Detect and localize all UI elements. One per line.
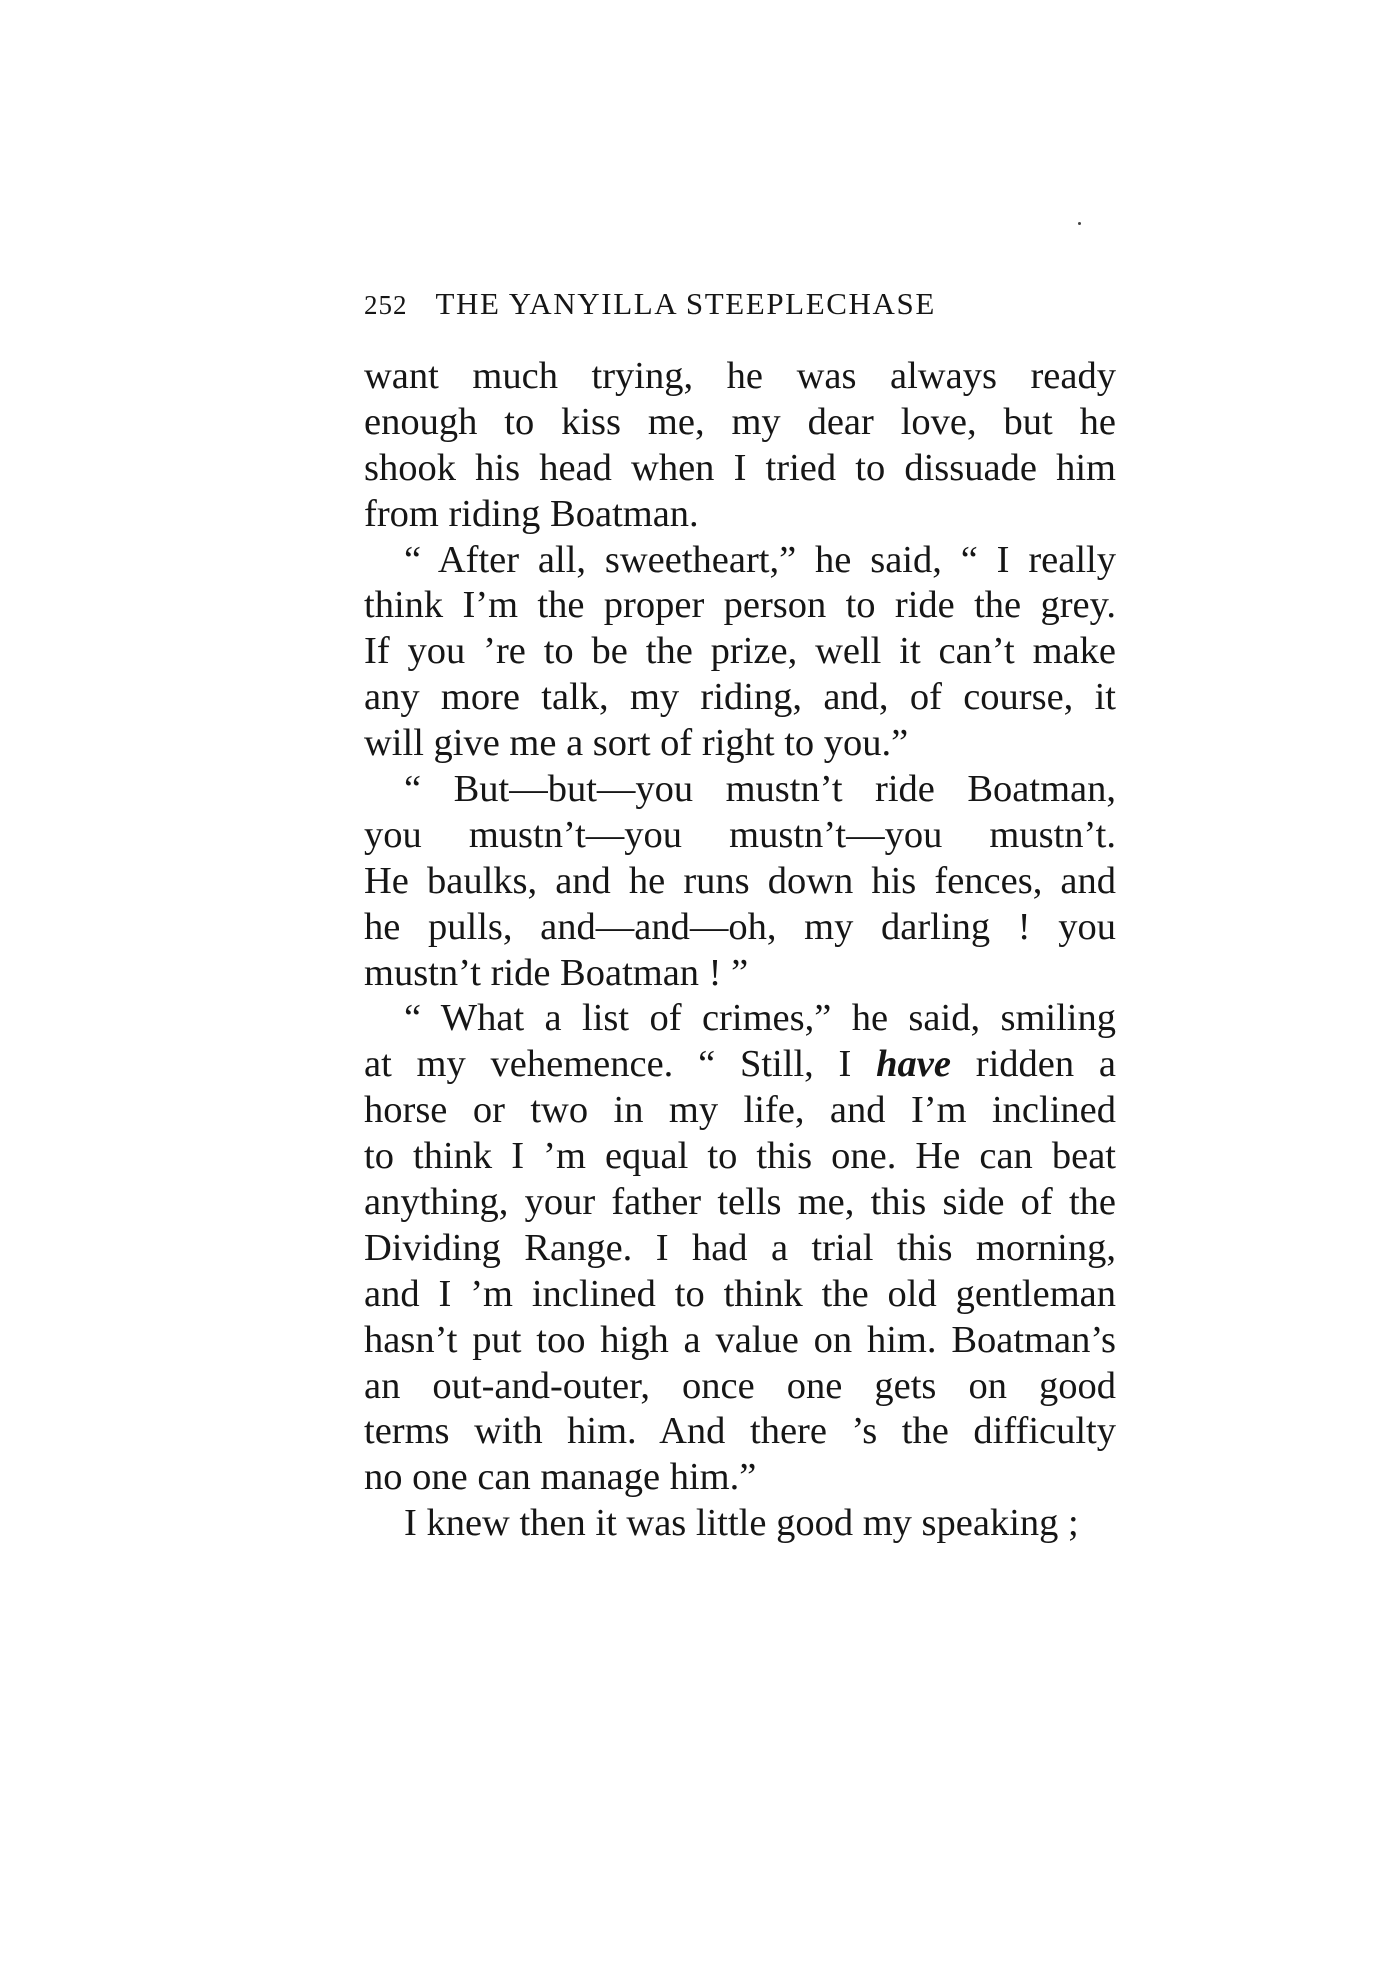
text-line: any more talk, my riding, and, of course, it bbox=[364, 676, 1116, 719]
text-line: He baulks, and he runs down his fences, and bbox=[364, 859, 1116, 902]
text-line: Dividing Range. I had a trial this morning, bbox=[364, 1226, 1116, 1269]
text-line: “ But—but—you mustn’t ride Boatman, bbox=[404, 768, 1116, 811]
printing-speck bbox=[1078, 222, 1081, 225]
text-line: and I ’m inclined to think the old gentleman bbox=[364, 1272, 1116, 1315]
text-line: hasn’t put too high a value on him. Boatman’s bbox=[364, 1318, 1116, 1361]
text-line: he pulls, and—and—oh, my darling ! you bbox=[364, 905, 1116, 948]
text-segment: at my vehemence. “ Still, I bbox=[364, 1043, 877, 1086]
text-line: If you ’re to be the prize, well it can’t make bbox=[364, 630, 1116, 673]
running-head bbox=[364, 286, 1116, 322]
text-line: terms with him. And there ’s the difficulty bbox=[364, 1410, 1116, 1453]
text-line: anything, your father tells me, this side of the bbox=[364, 1181, 1116, 1224]
text-line: “ What a list of crimes,” he said, smiling bbox=[404, 997, 1116, 1040]
body-text bbox=[364, 354, 1116, 1547]
text-line: from riding Boatman. bbox=[364, 492, 699, 535]
text-line: mustn’t ride Boatman ! ” bbox=[364, 951, 749, 994]
text-line: think I’m the proper person to ride the grey. bbox=[364, 584, 1116, 627]
text-line: horse or two in my life, and I’m inclined bbox=[364, 1089, 1116, 1132]
text-line: no one can manage him.” bbox=[364, 1456, 757, 1499]
text-line: will give me a sort of right to you.” bbox=[364, 722, 909, 765]
text-line: want much trying, he was always ready bbox=[364, 355, 1116, 397]
running-title: THE YANYILLA STEEPLECHASE bbox=[435, 286, 936, 321]
text-line: to think I ’m equal to this one. He can beat bbox=[364, 1135, 1116, 1178]
text-line bbox=[364, 1042, 1116, 1088]
emphasized-word: have bbox=[876, 1043, 951, 1086]
text-line: shook his head when I tried to dissuade him bbox=[364, 446, 1116, 489]
text-line: an out-and-outer, once one gets on good bbox=[364, 1364, 1116, 1407]
text-line: “ After all, sweetheart,” he said, “ I really bbox=[404, 538, 1116, 581]
text-line: I knew then it was little good my speaking ; bbox=[404, 1502, 1079, 1545]
text-line: enough to kiss me, my dear love, but he bbox=[364, 400, 1116, 443]
text-segment: ridden a bbox=[950, 1043, 1116, 1086]
page-number: 252 bbox=[364, 290, 408, 320]
text-line: you mustn’t—you mustn’t—you mustn’t. bbox=[364, 813, 1116, 856]
